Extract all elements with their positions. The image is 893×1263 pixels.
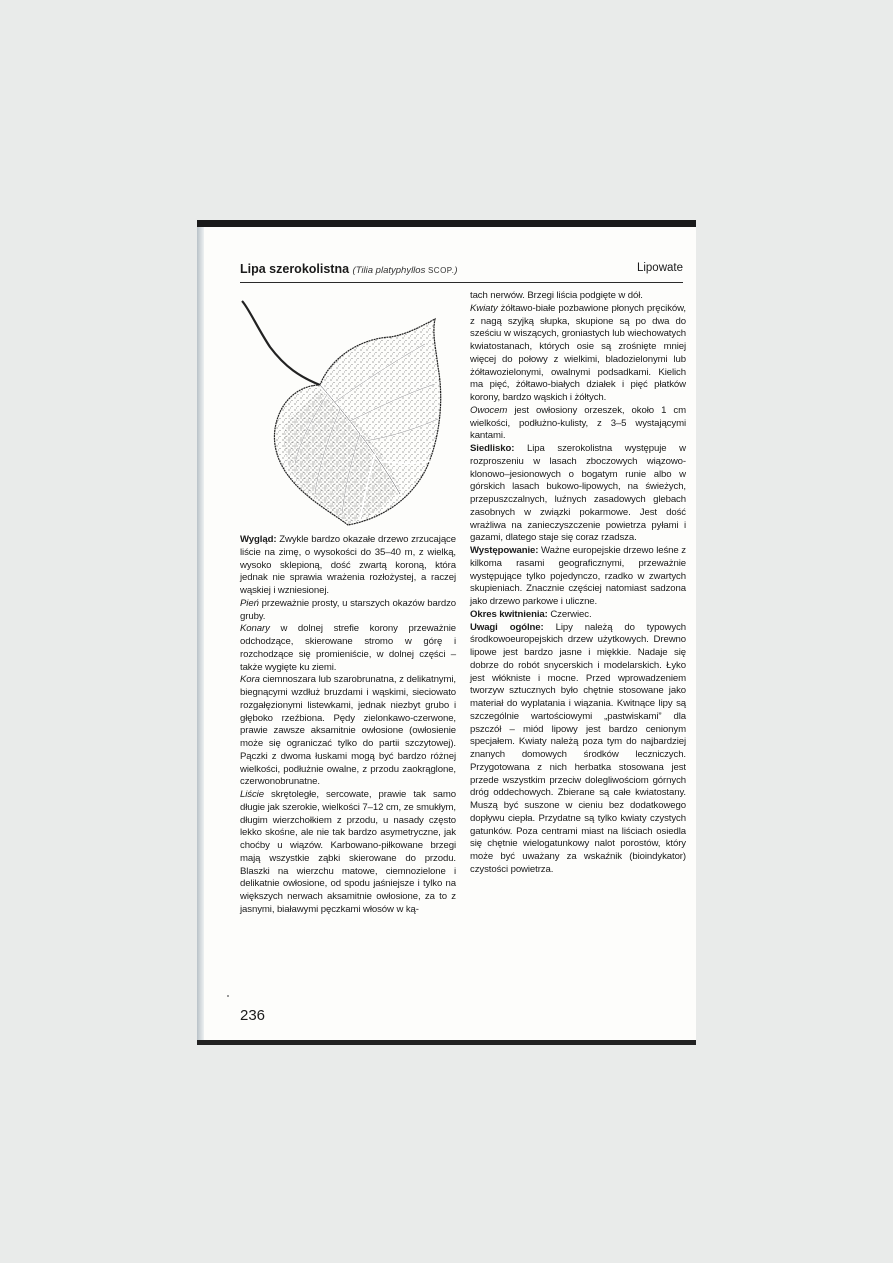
page-number: 236 <box>240 1007 266 1024</box>
heading-occurrence: Występowanie: <box>470 545 539 556</box>
text-leaves-cont: tach nerwów. Brzegi liścia podgięte w dół. <box>470 290 643 301</box>
heading-appearance: Wygląd: <box>240 534 277 545</box>
text-bark: ciemnoszara lub szarobrunatna, z delikatnymi, biegnącymi wzdłuż bruzdami i wąskimi, sieciowato rozgałęzionymi listewkami, jednak niezbyt grubo i głęboko rzeźbiona. Pędy zielonkawo-czerwone, prawie zawsze aksamitnie owłosione (owłosienie może się ograniczać tylko do partii szczytowej). Pączki z dwoma łuskami mogą być bardzo różnej wielkości, podłużnie owalne, z przodu zaokrąglone, czerwonobrunatne. <box>240 674 456 788</box>
scientific-author: SCOP. <box>427 266 455 275</box>
text-trunk: przeważnie prosty, u starszych okazów bardzo gruby. <box>240 597 456 622</box>
text-remarks: Lipy należą do typowych środkowoeuropejskich drzew użytkowych. Drewno lipowe jest bardzo jasne i miękkie. Nadaje się dobrze do robót snycerskich i modelarskich. Łyko jest włókniste i mocne. Przed wprowadzeniem tworzyw sztucznych było chętnie stosowane jako materiał do wyplatania i wiązania. Kwitnące lipy są szczególnie wartościowymi „pastwiskami” dla pszczół – miód lipowy jest bardzo cenionym specjałem. Kwiaty należą poza tym do najbardziej znanych domowych środków leczniczych. Przygotowana z nich herbatka stosowana jest przede wszystkim przeciw dolegliwościom górnych dróg oddechowych. Zbierane są całe kwiatostany. Muszą być suszone w cieniu bez dodatkowego dopływu ciepła. Przydatne są tylko kwiaty czystych gatunków. Poza centrami miast na liściach osiedla się chętnie wielogatunkowy nalot porostów, który może być uważany za wskaźnik (bioindykator) czystości powietrza. <box>470 621 687 875</box>
heading-bark: Kora <box>240 674 260 686</box>
species-title: Lipa szerokolistna <box>240 262 350 276</box>
heading-trunk: Pień <box>240 597 259 609</box>
running-head <box>240 262 683 283</box>
paragraph-branches <box>240 623 456 674</box>
heading-fruit: Owocem <box>470 404 508 416</box>
paragraph-bark <box>240 674 456 789</box>
paragraph-leaves-cont <box>470 290 686 303</box>
paragraph-fruit <box>470 405 686 443</box>
paragraph-remarks <box>470 622 686 877</box>
paragraph-leaves <box>240 789 456 917</box>
family-name: Lipowate <box>636 262 683 274</box>
scientific-binomial: (Tilia platyphyllos <box>352 265 426 276</box>
scientific-name <box>353 265 458 276</box>
text-column-right <box>470 290 686 877</box>
text-appearance: Zwykle bardzo okazałe drzewo zrzucające liście na zimę, o wysokości do 35–40 m, z wielką, wysoko sklepioną, dość zwartą koroną, która jednak nie sprawia wrażenia rozłożystej, a raczej wąskiej i wzniesionej. <box>240 534 456 596</box>
heading-flowering: Okres kwitnienia: <box>470 608 548 620</box>
scan-speck <box>227 995 229 997</box>
text-leaves: skrętoległe, sercowate, prawie tak samo długie jak szerokie, wielkości 7–12 cm, ze smukłym, długim wierzchołkiem z przodu, u nasady często lekko skośne, ale nie tak bardzo asymetryczne, jak choćby u wiązów. Karbowano-piłkowane brzegi mają wszystkie ząbki skierowane do przodu. Blaszki na wierzchu matowe, ciemnozielone i delikatnie owłosione, od spodu jaśniejsze i tylko na większych nerwach aksamitnie owłosione, za to z jasnymi, białawymi pęczkami włosów w ką- <box>240 789 456 915</box>
heading-habitat: Siedlisko: <box>470 443 515 454</box>
heading-remarks: Uwagi ogólne: <box>470 621 544 633</box>
paragraph-appearance <box>240 534 456 598</box>
heading-branches: Konary <box>240 623 270 635</box>
paragraph-trunk <box>240 598 456 624</box>
heading-flowers: Kwiaty <box>470 302 498 314</box>
text-flowering: Czerwiec. <box>547 608 592 620</box>
heading-leaves: Liście <box>240 789 264 800</box>
text-fruit: jest owłosiony orzeszek, około 1 cm wielkości, podłużno-kulisty, z 3–5 wystającymi kantami. <box>470 404 686 442</box>
scanned-page <box>197 220 696 1045</box>
paragraph-flowers <box>470 303 686 405</box>
text-occurrence: Ważne europejskie drzewo leśne z kilkoma rasami geograficznymi, przeważnie występujące tylko pojedynczo, rzadko w zwartych skupieniach. Znacznie częściej natomiast sadzona jako drzewo parkowe i uliczne. <box>470 545 686 607</box>
paragraph-habitat <box>470 443 686 545</box>
leaf-illustration <box>240 289 460 529</box>
paragraph-flowering <box>470 609 686 622</box>
scientific-close: ) <box>454 265 458 276</box>
text-habitat: Lipa szerokolistna występuje w rozproszeniu w lasach zboczowych wiązowo-klonowo–jesionowych o bogatym runie albo w górskich lasach bukowo-lipowych, na świeżych, przepuszczalnych, luźnych zasadowych glebach zasobnych w związki pokarmowe. Jest dość wrażliwa na zanieczyszczenie powietrza pyłami i gazami, dlatego staje się coraz rzadsza. <box>470 443 686 544</box>
text-column-left <box>240 534 456 917</box>
text-flowers: żółtawo-białe pozbawione płonych pręcików, z nagą szyjką słupka, skupione są po dwa do sześciu w wiszących, groniastych lub wiechowatych kwiatostanach, których osie są zrośnięte mniej więcej do połowy z wielkimi, bladozielonymi lub żółtawozielonymi, owalnymi podsadkami. Kielich ma pięć, żółtawo-białych działek i pięć płatków korony, bardzo wąskich i żółtych. <box>470 302 686 403</box>
text-branches: w dolnej strefie korony przeważnie odchodzące, skierowane stromo w górę i rozchodzące się promieniście, w dolnej części – także wygięte ku ziemi. <box>240 623 456 673</box>
paragraph-occurrence <box>470 545 686 609</box>
